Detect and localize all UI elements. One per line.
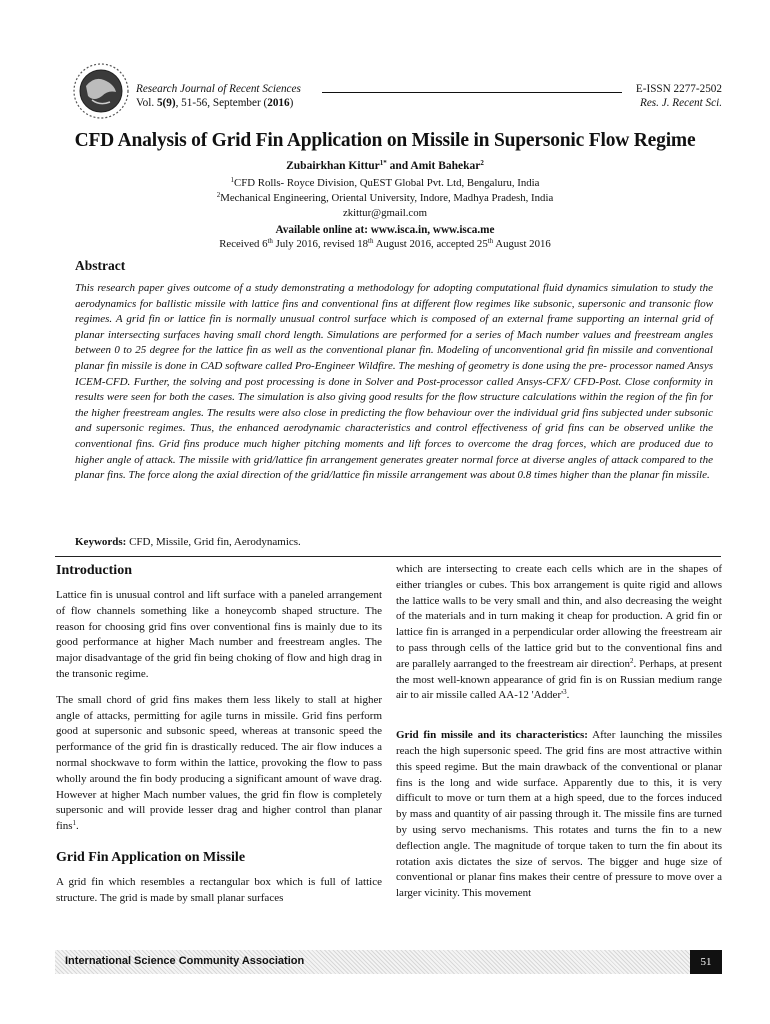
issn: E-ISSN 2277-2502 bbox=[635, 83, 722, 95]
journal-header-left bbox=[136, 82, 301, 110]
grid-fin-application-heading: Grid Fin Application on Missile bbox=[56, 849, 246, 865]
keywords: Keywords: CFD, Missile, Grid fin, Aerodynamics. bbox=[75, 536, 301, 548]
authors: Zubairkhan Kittur$^{1*}$ and Amit Bahekar$^2$ bbox=[286, 159, 484, 172]
journal-logo bbox=[72, 62, 130, 120]
right-column bbox=[396, 562, 722, 912]
volume-info: Vol. 5(9), 51-56, September (2016) bbox=[136, 97, 294, 109]
author-email[interactable]: zkittur@gmail.com bbox=[342, 207, 427, 219]
journal-header-right bbox=[636, 82, 722, 110]
introduction-heading: Introduction bbox=[56, 563, 132, 578]
footer-organization: International Science Community Association bbox=[65, 955, 305, 967]
section-divider bbox=[55, 556, 721, 557]
characteristics-heading: Grid fin missile and its characteristics: bbox=[396, 729, 588, 742]
footer-bar bbox=[55, 950, 722, 974]
abstract-heading: Abstract bbox=[75, 258, 126, 273]
available-online: Available online at: www.isca.in, www.isca.me bbox=[275, 224, 495, 236]
grid-app-paragraph-1: A grid fin which resembles a rectangular box which is full of lattice structure. The grid is made by small planar surfaces bbox=[56, 875, 382, 904]
right-paragraph-1: which are intersecting to create each cells which are in the shapes of either triangles or cubes. This box arrangement is quite rigid and allows the lattice walls to be very small and thin, and also decreasing the weight of the materials and in turn making it cheap for production. A grid fin or lattice fin is arranged in a perpendicular order allowing the freestream air to pass through cells of the lattice grid but to the conventional fins and are parallely aarranged to the freestream air direction$^2$. Perhaps, at present the most well-known appearance of grid fin is on Russian medium range air to air missile called AA-12 '$Adder'^3$. bbox=[396, 563, 723, 702]
affiliation-1: $^1$CFD Rolls- Royce Division, QuEST Global Pvt. Ltd, Bengaluru, India bbox=[230, 176, 540, 189]
intro-paragraph-2: The small chord of grid fins makes them less likely to stall at higher angle of attacks, permitting for agile turns in missile. Grid fins perform good at supersonic and subsonic speed, whereas at transonic speed the performance of the grid fin is drastically reduced. The air flow induces a normal shockwave to form within the lattice, provoking the flow to pass wholly around the fin body producing a significant amount of wave drag. However at higher Mach number values, the grid fin flow is completely supersonic and will provide lesser drag and higher control than planar fins$^1$. bbox=[56, 693, 382, 833]
journal-name: Research Journal of Recent Sciences bbox=[136, 83, 301, 95]
received-dates: Received 6th July 2016, revised 18th August 2016, accepted 25th August 2016 bbox=[219, 237, 551, 250]
header-rule bbox=[322, 92, 622, 93]
abstract-text: This research paper gives outcome of a study demonstrating a methodology for adopting computational fluid dynamics simulation to study the aerodynamics for ballistic missile with lattice fins and conventional fins at different flow regimes like subsonic, supersonic and transonic flow regimes. A grid fin or lattice fin is normally unusual control surface which is composed of an external frame supporting an internal grid of planar intersecting surfaces having small chord length. Simulations are performed for a series of Mach number values and freestream angles between 0 to 25 degree for the lattice fin as well as the conventional planar fin. Modeling of unconventional grid fin missile and conventional planar fin missile is done in CAD software called Pro-Engineer Wildfire. The meshing of geometry is done using the pre- processor named Ansys ICEM-CFD. Further, the solving and post processing is done in Solver and Post-processor called Ansys-CFX/ CFD-Post. Close conformity in results were seen for both the cases. The simulation is also giving good results for the flow structure calculations within the region of the fin for the higher freestream angles. The results were also close in predicting the flow behaviour over the individual grid fins subjected under subsonic and supersonic regimes. Thus, the enhanced aerodynamic characteristics and control effectiveness of grid fins can be observed unlike the conventional fins. Grid fins produce much higher pitching moments and lift forces to overcome the drag forces, which are produced due to higher angle of attack. The missile with grid/lattice fin arrangement generates greater normal force at diverse angles of attack compared to the planar fins. The force along the axial direction of the grid/lattice fin missile arrangement was about 0.8 times higher than the planar fin missile. bbox=[75, 282, 713, 482]
left-column bbox=[56, 562, 382, 917]
right-paragraph-2: Grid fin missile and its characteristics: After launching the missiles reach the high supersonic speed. The grid fins are most attractive within this speed regime. But the main drawback of the conventional or planar fins is the long and wide surface. Apparently due to this, it is very difficult to move or turn them at a high speed, due to the forces induced by mass and quantity of air passing through it. The missile fins are turned by using servo mechanisms. This rotates and turns the fin to a new deflection angle. The magnitude of torque taken to turn the fin about its rotation axis dictates the size of servos. The bigger and huge size of conventional or planar fins makes their centre of pressure to move over a larger vicinity. This movement bbox=[396, 729, 722, 900]
page-number: 51 bbox=[690, 950, 722, 974]
affiliations bbox=[0, 176, 770, 221]
journal-abbreviation: Res. J. Recent Sci. bbox=[640, 97, 722, 109]
paper-title: CFD Analysis of Grid Fin Application on Missile in Supersonic Flow Regime bbox=[74, 130, 696, 151]
affiliation-2: $^2$Mechanical Engineering, Oriental University, Indore, Madhya Pradesh, India bbox=[216, 191, 554, 204]
intro-paragraph-1: Lattice fin is unusual control and lift surface with a paneled arrangement of flow channels something like a honeycomb shaped structure. The reason for choosing grid fins over conventional fins is mainly due to its good performance at higher Mach number and freestream angles. The major disadvantage of the grid fin being choking of flow and high drag in the transonic regime. bbox=[56, 589, 382, 680]
